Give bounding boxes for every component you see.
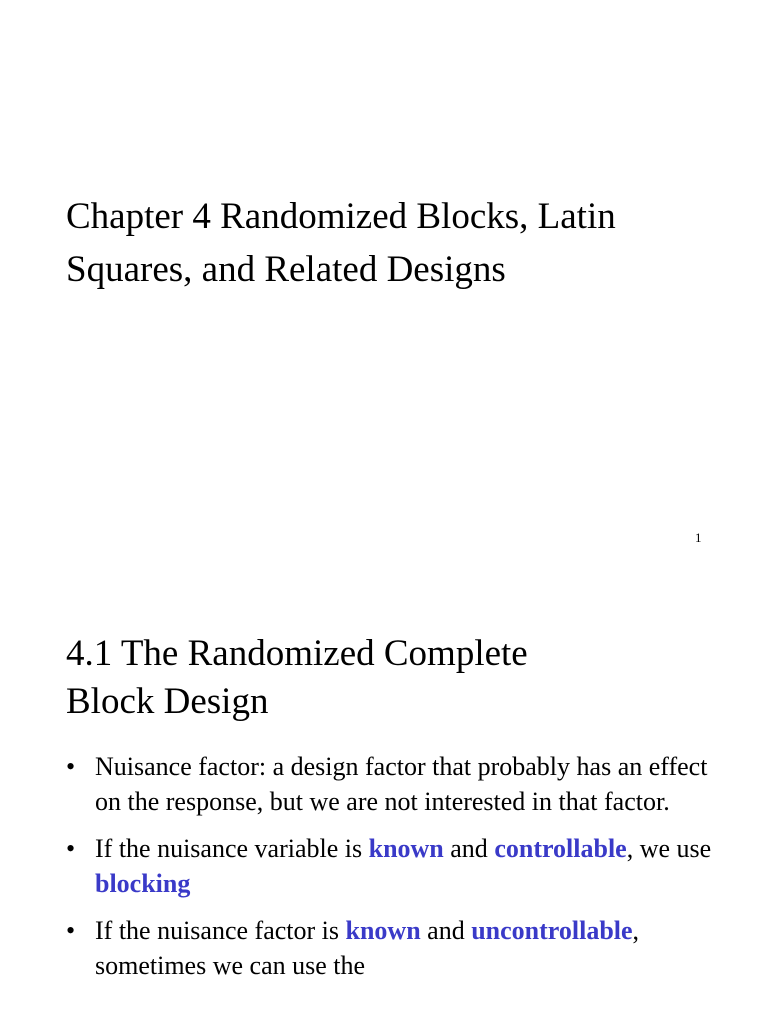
- bullet-text: Nuisance factor: a design factor that probably has an effect on the response, but we are not interested in that factor.: [95, 752, 708, 816]
- bullet-text: If the nuisance variable is: [95, 834, 369, 863]
- bullet-dot: •: [66, 834, 76, 863]
- highlight-controllable: controllable: [494, 834, 627, 863]
- list-item: [66, 913, 716, 983]
- slide-1-title: [66, 190, 726, 296]
- bullet-text: and: [443, 834, 495, 863]
- highlight-uncontrollable: uncontrollable: [471, 916, 633, 945]
- highlight-known: known: [368, 834, 444, 863]
- bullet-text: , we use: [626, 834, 712, 863]
- slide-2-title-line-2: Block Design: [66, 681, 269, 722]
- page-number: 1: [695, 530, 702, 545]
- bullet-dot: •: [66, 916, 76, 945]
- slide-2: [0, 576, 768, 1024]
- list-item: [66, 749, 716, 819]
- bullet-text: and: [420, 916, 472, 945]
- list-item: [66, 831, 716, 901]
- bullet-text: If the nuisance factor is: [95, 916, 346, 945]
- highlight-known: known: [345, 916, 421, 945]
- slide-2-title: [66, 630, 726, 726]
- highlight-blocking: blocking: [95, 869, 191, 898]
- slide-1-title-line-2: Squares, and Related Designs: [66, 249, 506, 290]
- bullet-list: [66, 749, 716, 995]
- slide-1-title-line-1: Chapter 4 Randomized Blocks, Latin: [66, 196, 616, 237]
- slide-2-title-line-1: 4.1 The Randomized Complete: [66, 633, 528, 674]
- bullet-dot: •: [66, 752, 76, 781]
- bullet-text: , sometimes we can use the: [95, 916, 640, 980]
